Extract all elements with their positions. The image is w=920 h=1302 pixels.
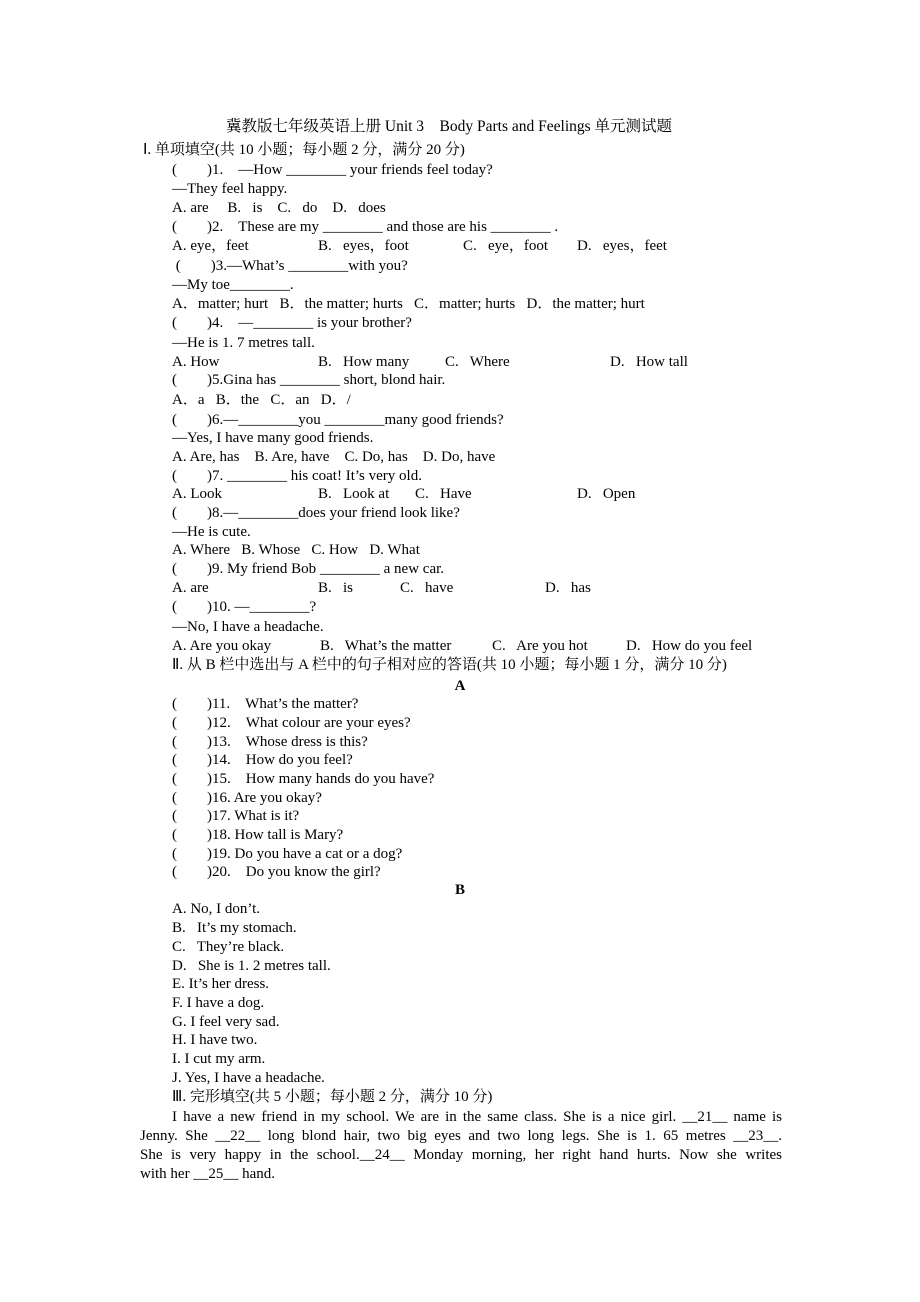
question-2-option-c: C. eye，foot <box>463 238 548 254</box>
matching-answer: B. It’s my stomach. <box>172 920 297 936</box>
question-10: ( )10. —________? <box>172 599 317 615</box>
question-2-option-a: A. eye，feet <box>172 238 249 254</box>
matching-answer: E. It’s her dress. <box>172 976 270 992</box>
question-1: ( )1. —How ________ your friends feel today? <box>172 162 493 178</box>
matching-question: ( )17. What is it? <box>172 808 300 824</box>
question-8-options: A. Where B. Whose C. How D. What <box>172 542 420 558</box>
question-3: ( )3.—What’s ________with you? <box>172 258 408 274</box>
question-2-option-d: D. eyes，feet <box>577 238 667 254</box>
matching-question: ( )16. Are you okay? <box>172 790 322 806</box>
question-10-option-b: B. What’s the matter <box>320 638 452 654</box>
matching-answer: C. They’re black. <box>172 939 285 955</box>
matching-question: ( )11. What’s the matter? <box>172 696 359 712</box>
question-7-option-c: C. Have <box>415 486 472 502</box>
question-9-option-c: C. have <box>400 580 454 596</box>
cloze-paragraph-line: She is very happy in the school.__24__ Monday morning, her right hand hurts. Now she writes <box>140 1147 782 1163</box>
cloze-paragraph-line: with her __25__ hand. <box>140 1166 275 1182</box>
matching-question: ( )12. What colour are your eyes? <box>172 715 411 731</box>
question-4-option-d: D. How tall <box>610 354 688 370</box>
question-9-option-d: D. has <box>545 580 591 596</box>
matching-answer: D. She is 1. 2 metres tall. <box>172 958 331 974</box>
column-a-label: A <box>454 678 466 694</box>
question-4-option-a: A. How <box>172 354 220 370</box>
question-6-answer: —Yes, I have many good friends. <box>172 430 374 446</box>
question-4: ( )4. —________ is your brother? <box>172 315 412 331</box>
question-1-answer: —They feel happy. <box>172 181 288 197</box>
question-3-options: A．matter; hurt B．the matter; hurts C．matter; hurts D．the matter; hurt <box>172 296 645 312</box>
section-2-heading: Ⅱ. 从 B 栏中选出与 A 栏中的句子相对应的答语(共 10 小题；每小题 1 分，满分 10 分) <box>172 657 727 673</box>
question-9-option-a: A. are <box>172 580 209 596</box>
question-1-options: A. are B. is C. do D. does <box>172 200 386 216</box>
matching-answer: A. No, I don’t. <box>172 901 261 917</box>
matching-question: ( )15. How many hands do you have? <box>172 771 435 787</box>
matching-question: ( )20. Do you know the girl? <box>172 864 381 880</box>
matching-answer: H. I have two. <box>172 1032 258 1048</box>
matching-answer: G. I feel very sad. <box>172 1014 280 1030</box>
matching-question: ( )19. Do you have a cat or a dog? <box>172 846 403 862</box>
document-title: 冀教版七年级英语上册 Unit 3 Body Parts and Feelings 单元测试题 <box>226 118 673 135</box>
question-6-options: A. Are, has B. Are, have C. Do, has D. Do, have <box>172 449 496 465</box>
section-3-heading: Ⅲ. 完形填空(共 5 小题；每小题 2 分，满分 10 分) <box>172 1089 493 1105</box>
matching-question: ( )18. How tall is Mary? <box>172 827 344 843</box>
matching-question: ( )13. Whose dress is this? <box>172 734 368 750</box>
question-8: ( )8.—________does your friend look like? <box>172 505 460 521</box>
question-7-option-b: B. Look at <box>318 486 390 502</box>
question-7-option-a: A. Look <box>172 486 222 502</box>
matching-answer: F. I have a dog. <box>172 995 265 1011</box>
cloze-paragraph-line: Jenny. She __22__ long blond hair, two big eyes and two long legs. She is 1. 65 metres __23__. <box>140 1128 782 1144</box>
question-10-option-a: A. Are you okay <box>172 638 272 654</box>
question-2-option-b: B. eyes，foot <box>318 238 409 254</box>
question-9: ( )9. My friend Bob ________ a new car. <box>172 561 445 577</box>
matching-answer: I. I cut my arm. <box>172 1051 266 1067</box>
question-8-answer: —He is cute. <box>172 524 251 540</box>
section-1-heading: Ⅰ. 单项填空(共 10 小题；每小题 2 分，满分 20 分) <box>143 142 465 158</box>
question-10-answer: —No, I have a headache. <box>172 619 324 635</box>
question-5-options: A．a B．the C．an D．/ <box>172 392 351 408</box>
question-10-option-d: D. How do you feel <box>626 638 753 654</box>
question-10-option-c: C. Are you hot <box>492 638 588 654</box>
question-2: ( )2. These are my ________ and those are his ________ . <box>172 219 559 235</box>
question-7-option-d: D. Open <box>577 486 636 502</box>
question-4-option-b: B. How many <box>318 354 410 370</box>
matching-answer: J. Yes, I have a headache. <box>172 1070 325 1086</box>
question-6: ( )6.—________you ________many good friends? <box>172 412 504 428</box>
question-9-option-b: B. is <box>318 580 354 596</box>
column-b-label: B <box>454 882 465 898</box>
cloze-paragraph-line: I have a new friend in my school. We are in the same class. She is a nice girl. __21__ name is <box>172 1109 782 1125</box>
question-7: ( )7. ________ his coat! It’s very old. <box>172 468 422 484</box>
matching-question: ( )14. How do you feel? <box>172 752 353 768</box>
question-4-option-c: C. Where <box>445 354 510 370</box>
question-5: ( )5.Gina has ________ short, blond hair. <box>172 372 446 388</box>
question-4-answer: —He is 1. 7 metres tall. <box>172 335 315 351</box>
question-3-answer: —My toe________. <box>172 277 294 293</box>
